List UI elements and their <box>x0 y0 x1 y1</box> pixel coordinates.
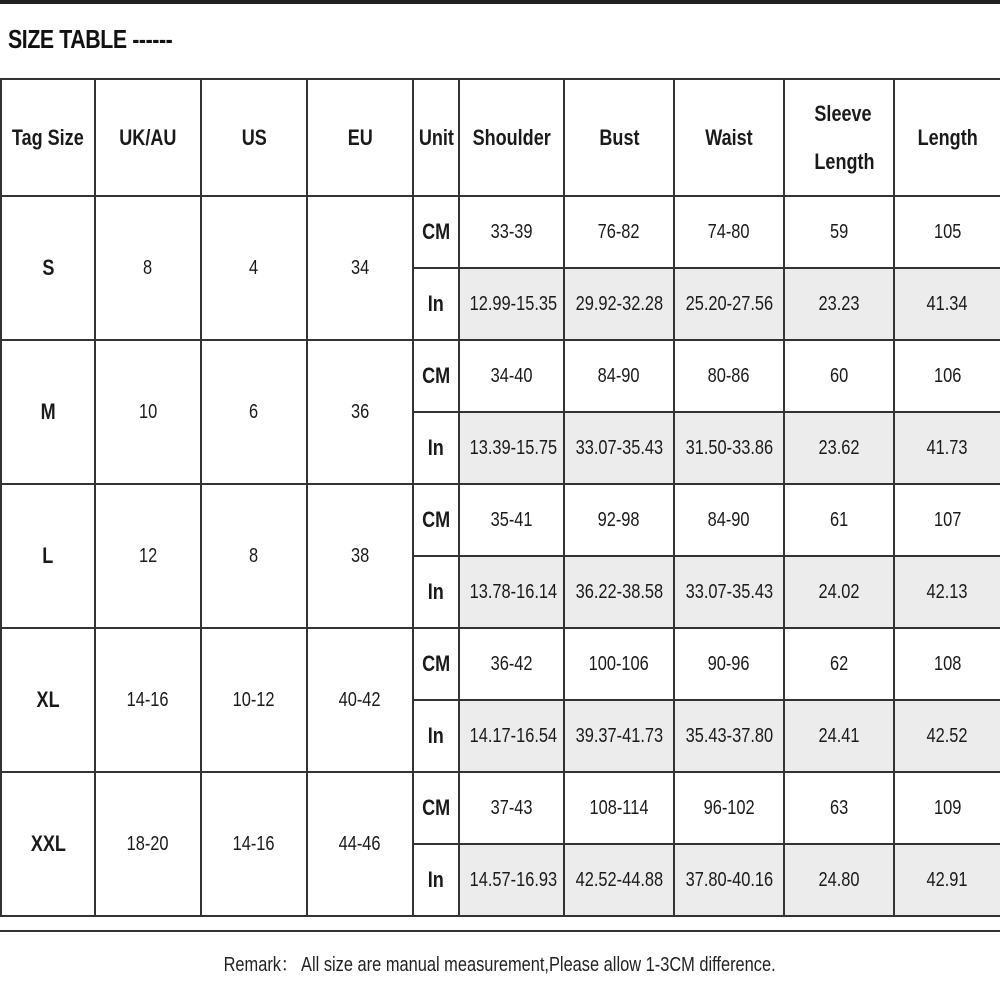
waist-value: 80-86 <box>708 364 750 387</box>
sleeve-cell <box>784 412 894 484</box>
header-label: Sleeve Length <box>814 100 875 174</box>
us-cell <box>201 772 307 916</box>
bust-cell <box>564 268 674 340</box>
header-unit <box>413 79 459 196</box>
header-bust <box>564 79 674 196</box>
waist-value: 35.43-37.80 <box>685 724 773 747</box>
length-value: 108 <box>933 652 962 675</box>
bust-cell <box>564 700 674 772</box>
header-sleeve-length <box>784 79 894 196</box>
tag-size-cell <box>1 772 95 916</box>
sleeve-value: 23.23 <box>818 292 860 315</box>
eu-cell-value: 34 <box>350 256 370 279</box>
length-cell <box>894 628 1000 700</box>
unit-value: In <box>427 579 445 604</box>
eu-cell-value: 44-46 <box>339 832 381 855</box>
length-cell <box>894 772 1000 844</box>
bottom-divider <box>0 930 1000 932</box>
us-cell <box>201 484 307 628</box>
unit-cell <box>413 268 459 340</box>
shoulder-value: 37-43 <box>490 796 533 819</box>
sleeve-value: 61 <box>829 508 849 531</box>
sleeve-value: 24.41 <box>818 724 860 747</box>
tag-size-cell-value: M <box>40 399 56 424</box>
unit-value: In <box>427 723 445 748</box>
bust-cell <box>564 196 674 268</box>
header-label: UK/AU <box>119 124 177 150</box>
length-value: 107 <box>933 508 962 531</box>
length-value: 42.91 <box>926 868 969 891</box>
sleeve-cell <box>784 340 894 412</box>
sleeve-value: 24.02 <box>818 580 860 603</box>
us-cell-value: 10-12 <box>233 688 275 711</box>
header-label: Unit <box>418 124 454 150</box>
header-label: EU <box>347 124 373 150</box>
eu-cell <box>307 772 413 916</box>
us-cell <box>201 196 307 340</box>
header-label: Shoulder <box>472 124 551 150</box>
header-label: Waist <box>705 124 753 150</box>
shoulder-cell <box>459 268 564 340</box>
bust-cell <box>564 340 674 412</box>
waist-value: 25.20-27.56 <box>685 292 773 315</box>
waist-value: 31.50-33.86 <box>685 436 773 459</box>
tag-size-cell <box>1 628 95 772</box>
bust-cell <box>564 556 674 628</box>
sleeve-value: 63 <box>829 796 849 819</box>
unit-value: CM <box>421 507 451 532</box>
remark-text: Remark： All size are manual measurement,Please allow 1-3CM difference. <box>223 954 777 976</box>
bust-value: 108-114 <box>589 796 649 819</box>
eu-cell-value: 40-42 <box>339 688 381 711</box>
unit-cell <box>413 772 459 844</box>
header-length <box>894 79 1000 196</box>
us-cell <box>201 340 307 484</box>
eu-cell <box>307 484 413 628</box>
length-value: 41.34 <box>926 292 969 315</box>
waist-value: 37.80-40.16 <box>685 868 773 891</box>
header-tag-size <box>1 79 95 196</box>
unit-cell <box>413 844 459 916</box>
us-cell-value: 8 <box>249 544 259 567</box>
sleeve-value: 24.80 <box>818 868 860 891</box>
length-cell <box>894 484 1000 556</box>
shoulder-cell <box>459 340 564 412</box>
unit-value: In <box>427 291 445 316</box>
bust-value: 36.22-38.58 <box>575 580 663 603</box>
length-cell <box>894 844 1000 916</box>
table-row-cm <box>1 196 1000 268</box>
sleeve-cell <box>784 484 894 556</box>
waist-cell <box>674 556 784 628</box>
waist-cell <box>674 268 784 340</box>
header-uk-au <box>95 79 201 196</box>
unit-cell <box>413 484 459 556</box>
shoulder-value: 34-40 <box>490 364 533 387</box>
header-label: US <box>241 124 267 150</box>
sleeve-cell <box>784 700 894 772</box>
us-cell-value: 6 <box>249 400 259 423</box>
size-table <box>0 78 1000 917</box>
uk-au-cell <box>95 484 201 628</box>
length-value: 42.52 <box>926 724 969 747</box>
shoulder-value: 12.99-15.35 <box>469 292 558 315</box>
bust-value: 92-98 <box>598 508 640 531</box>
bust-cell <box>564 412 674 484</box>
sleeve-cell <box>784 556 894 628</box>
waist-cell <box>674 412 784 484</box>
sleeve-cell <box>784 772 894 844</box>
table-row-cm <box>1 628 1000 700</box>
tag-size-cell-value: S <box>41 255 55 280</box>
header-label: Length <box>917 124 978 150</box>
tag-size-cell-value: L <box>42 543 54 568</box>
bust-value: 42.52-44.88 <box>575 868 663 891</box>
waist-cell <box>674 772 784 844</box>
uk-au-cell <box>95 196 201 340</box>
tag-size-cell <box>1 340 95 484</box>
length-cell <box>894 268 1000 340</box>
tag-size-cell-value: XL <box>36 687 60 712</box>
uk-au-cell-value: 12 <box>138 544 158 567</box>
shoulder-cell <box>459 196 564 268</box>
uk-au-cell <box>95 628 201 772</box>
length-cell <box>894 700 1000 772</box>
unit-cell <box>413 556 459 628</box>
shoulder-cell <box>459 484 564 556</box>
length-value: 109 <box>933 796 962 819</box>
length-cell <box>894 196 1000 268</box>
header-label: Bust <box>598 124 640 150</box>
shoulder-value: 13.39-15.75 <box>469 436 558 459</box>
table-row-cm <box>1 340 1000 412</box>
shoulder-value: 36-42 <box>490 652 533 675</box>
unit-cell <box>413 340 459 412</box>
eu-cell <box>307 340 413 484</box>
header-us <box>201 79 307 196</box>
sleeve-cell <box>784 196 894 268</box>
sleeve-value: 23.62 <box>818 436 860 459</box>
waist-cell <box>674 196 784 268</box>
unit-cell <box>413 412 459 484</box>
length-value: 106 <box>933 364 962 387</box>
header-eu <box>307 79 413 196</box>
shoulder-value: 35-41 <box>490 508 533 531</box>
bust-cell <box>564 844 674 916</box>
header-shoulder <box>459 79 564 196</box>
sleeve-cell <box>784 268 894 340</box>
header-label: Tag Size <box>12 124 84 150</box>
us-cell <box>201 628 307 772</box>
unit-value: CM <box>421 219 451 244</box>
eu-cell <box>307 628 413 772</box>
shoulder-cell <box>459 412 564 484</box>
length-value: 105 <box>933 220 962 243</box>
tag-size-cell-value: XXL <box>30 831 66 856</box>
uk-au-cell-value: 18-20 <box>127 832 169 855</box>
uk-au-cell-value: 14-16 <box>127 688 169 711</box>
eu-cell-value: 36 <box>350 400 370 423</box>
page-title: SIZE TABLE ------ <box>8 24 173 54</box>
eu-cell-value: 38 <box>350 544 370 567</box>
shoulder-cell <box>459 844 564 916</box>
unit-cell <box>413 628 459 700</box>
shoulder-cell <box>459 628 564 700</box>
waist-value: 84-90 <box>708 508 750 531</box>
eu-cell <box>307 196 413 340</box>
shoulder-value: 14.17-16.54 <box>469 724 558 747</box>
table-body <box>1 196 1000 916</box>
length-value: 41.73 <box>926 436 969 459</box>
bust-value: 84-90 <box>598 364 640 387</box>
shoulder-cell <box>459 700 564 772</box>
us-cell-value: 4 <box>249 256 259 279</box>
sleeve-value: 60 <box>829 364 849 387</box>
shoulder-value: 14.57-16.93 <box>469 868 558 891</box>
table-row-cm <box>1 484 1000 556</box>
shoulder-value: 13.78-16.14 <box>469 580 558 603</box>
length-cell <box>894 556 1000 628</box>
unit-value: In <box>427 867 445 892</box>
shoulder-cell <box>459 772 564 844</box>
waist-cell <box>674 700 784 772</box>
us-cell-value: 14-16 <box>233 832 275 855</box>
waist-value: 33.07-35.43 <box>685 580 773 603</box>
waist-cell <box>674 484 784 556</box>
bust-value: 33.07-35.43 <box>575 436 663 459</box>
bust-cell <box>564 772 674 844</box>
unit-value: CM <box>421 363 451 388</box>
sleeve-value: 59 <box>829 220 849 243</box>
tag-size-cell <box>1 196 95 340</box>
waist-cell <box>674 628 784 700</box>
length-value: 42.13 <box>926 580 969 603</box>
bust-value: 100-106 <box>588 652 650 675</box>
table-row-cm <box>1 772 1000 844</box>
top-divider <box>0 0 1000 4</box>
uk-au-cell-value: 8 <box>143 256 153 279</box>
unit-cell <box>413 196 459 268</box>
waist-cell <box>674 340 784 412</box>
bust-value: 39.37-41.73 <box>575 724 663 747</box>
unit-value: CM <box>421 795 451 820</box>
bust-cell <box>564 484 674 556</box>
header-waist <box>674 79 784 196</box>
waist-value: 74-80 <box>708 220 750 243</box>
unit-cell <box>413 700 459 772</box>
shoulder-value: 33-39 <box>490 220 533 243</box>
unit-value: CM <box>421 651 451 676</box>
length-cell <box>894 340 1000 412</box>
remark-note <box>0 948 1000 977</box>
bust-value: 29.92-32.28 <box>575 292 663 315</box>
uk-au-cell <box>95 772 201 916</box>
sleeve-cell <box>784 628 894 700</box>
uk-au-cell-value: 10 <box>138 400 158 423</box>
waist-value: 90-96 <box>708 652 750 675</box>
tag-size-cell <box>1 484 95 628</box>
sleeve-value: 62 <box>829 652 849 675</box>
uk-au-cell <box>95 340 201 484</box>
shoulder-cell <box>459 556 564 628</box>
waist-value: 96-102 <box>703 796 755 819</box>
unit-value: In <box>427 435 445 460</box>
header-row <box>1 79 1000 196</box>
bust-value: 76-82 <box>598 220 640 243</box>
bust-cell <box>564 628 674 700</box>
sleeve-cell <box>784 844 894 916</box>
length-cell <box>894 412 1000 484</box>
waist-cell <box>674 844 784 916</box>
